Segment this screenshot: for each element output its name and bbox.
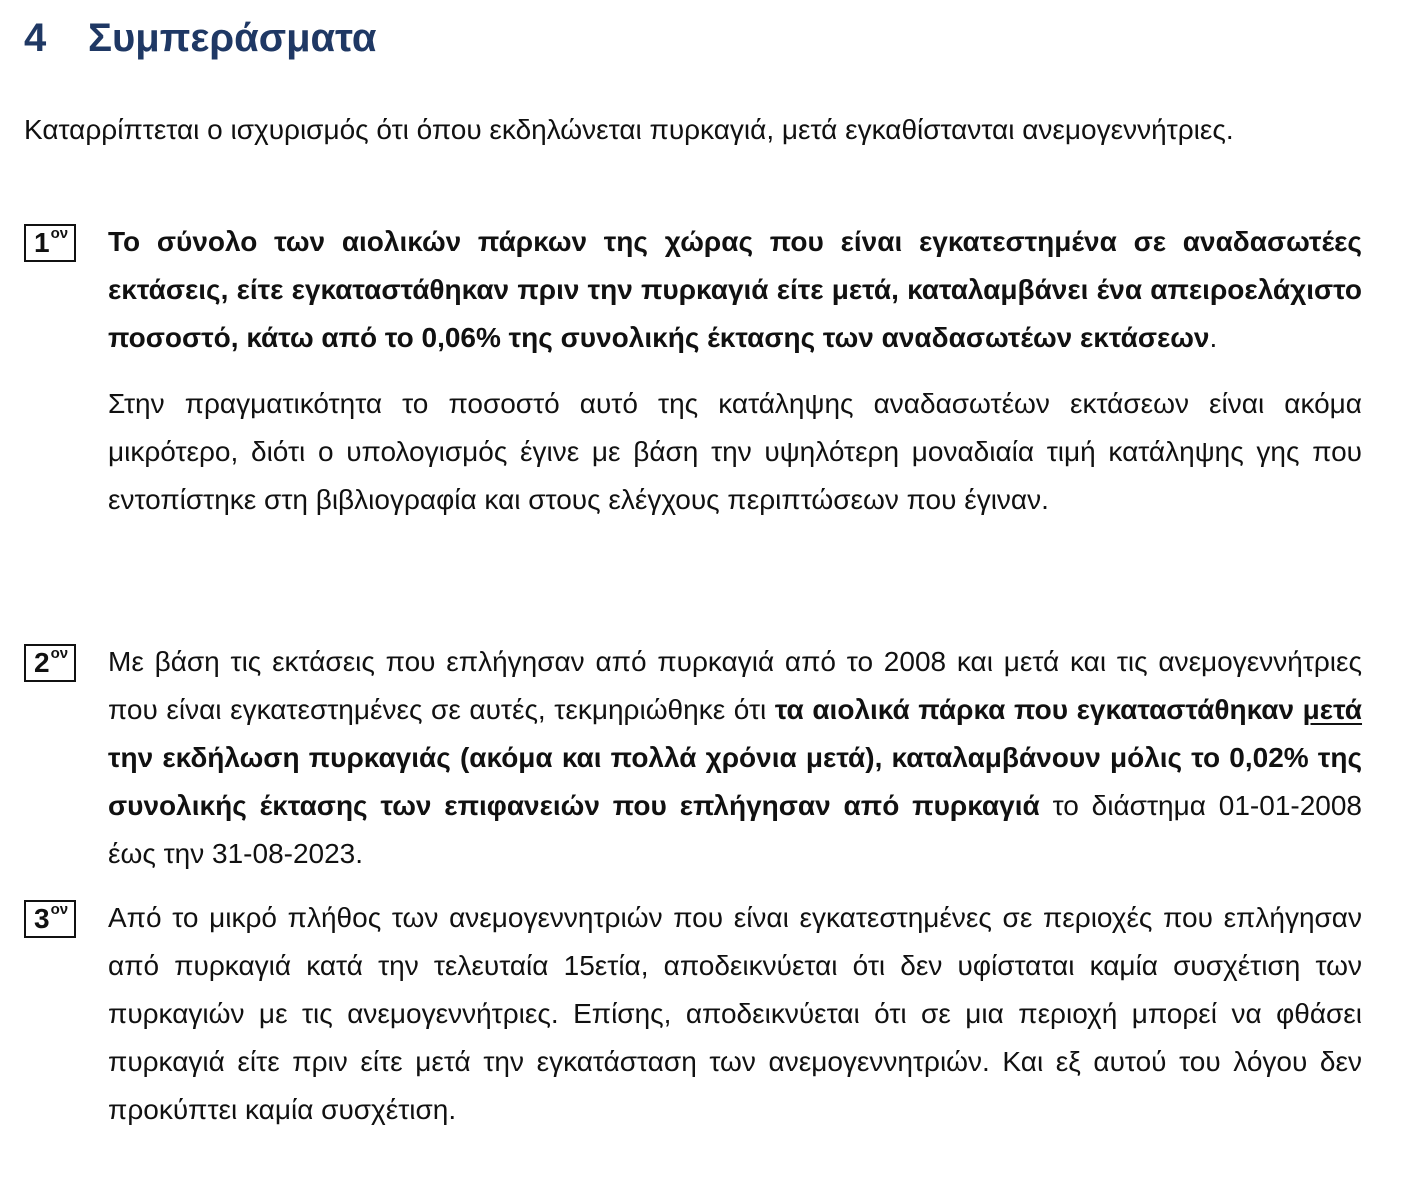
conclusion-badge-2 bbox=[24, 644, 76, 682]
conclusion-2-bold-b: την εκδήλωση πυρκαγιάς (ακόμα και πολλά χρόνια μετά), καταλαμβάνουν μόλις το 0,02% της συνολικής έκτασης των επιφανειών που επλήγησαν από πυρκαγιά bbox=[108, 742, 1362, 821]
badge-number: 2 bbox=[34, 647, 50, 678]
conclusion-2-tail: το διάστημα 01-01-2008 έως την 31-08-2023. bbox=[108, 790, 1362, 869]
badge-number: 1 bbox=[34, 227, 50, 258]
conclusion-body-2 bbox=[108, 638, 1362, 878]
conclusion-badge-1 bbox=[24, 224, 76, 262]
conclusion-3-text: Από το μικρό πλήθος των ανεμογεννητριών που είναι εγκατεστημένες σε περιοχές που επλήγησαν από πυρκαγιά κατά την τελευταία 15ετία, αποδεικνύεται ότι δεν υφίσταται καμία συσχέτιση των πυρκαγιών με τις ανεμογεννήτριες. Επίσης, αποδεικνύεται ότι σε μια περιοχή μπορεί να φθάσει πυρκαγιά είτε πριν είτε μετά την εγκατάσταση των ανεμογεννητριών. Και εξ αυτού του λόγου δεν προκύπτει καμία συσχέτιση. bbox=[108, 902, 1362, 1125]
conclusion-1-main bbox=[108, 218, 1362, 362]
badge-suffix: ον bbox=[50, 644, 69, 662]
conclusion-1-period: . bbox=[1209, 322, 1218, 353]
conclusion-2-underlined: μετά bbox=[1302, 694, 1363, 725]
conclusion-2-main bbox=[108, 638, 1362, 878]
conclusion-badge-3 bbox=[24, 900, 76, 938]
conclusion-2-lead: Με βάση τις εκτάσεις που επλήγησαν από πυρκαγιά από το 2008 και μετά και τις ανεμογεννήτριες που είναι εγκατεστημένες σε αυτές, τεκμηριώθηκε ότι bbox=[108, 646, 1362, 725]
conclusion-2-bold-a: τα αιολικά πάρκα που εγκαταστάθηκαν bbox=[774, 694, 1303, 725]
badge-number: 3 bbox=[34, 903, 50, 934]
badge-suffix: ον bbox=[50, 900, 69, 918]
conclusion-body-1 bbox=[108, 218, 1362, 524]
conclusion-1-followup: Στην πραγματικότητα το ποσοστό αυτό της κατάληψης αναδασωτέων εκτάσεων είναι ακόμα μικρότερο, διότι ο υπολογισμός έγινε με βάση την υψηλότερη μοναδιαία τιμή κατάληψης γης που εντοπίστηκε στη βιβλιογραφία και στους ελέγχους περιπτώσεων που έγιναν. bbox=[108, 388, 1362, 515]
conclusion-body-3 bbox=[108, 894, 1362, 1134]
conclusion-1-bold-text: Το σύνολο των αιολικών πάρκων της χώρας που είναι εγκατεστημένα σε αναδασωτέες εκτάσεις, είτε εγκαταστάθηκαν πριν την πυρκαγιά είτε μετά, καταλαμβάνει ένα απειροελάχιστο ποσοστό, κάτω από το 0,06% της συνολικής έκτασης των αναδασωτέων εκτάσεων bbox=[108, 226, 1362, 353]
section-heading bbox=[24, 10, 376, 66]
section-title: Συμπεράσματα bbox=[88, 16, 377, 60]
intro-paragraph: Καταρρίπτεται ο ισχυρισμός ότι όπου εκδηλώνεται πυρκαγιά, μετά εγκαθίστανται ανεμογεννήτριες. bbox=[24, 114, 1234, 145]
badge-suffix: ον bbox=[50, 224, 69, 242]
section-number: 4 bbox=[24, 16, 47, 60]
